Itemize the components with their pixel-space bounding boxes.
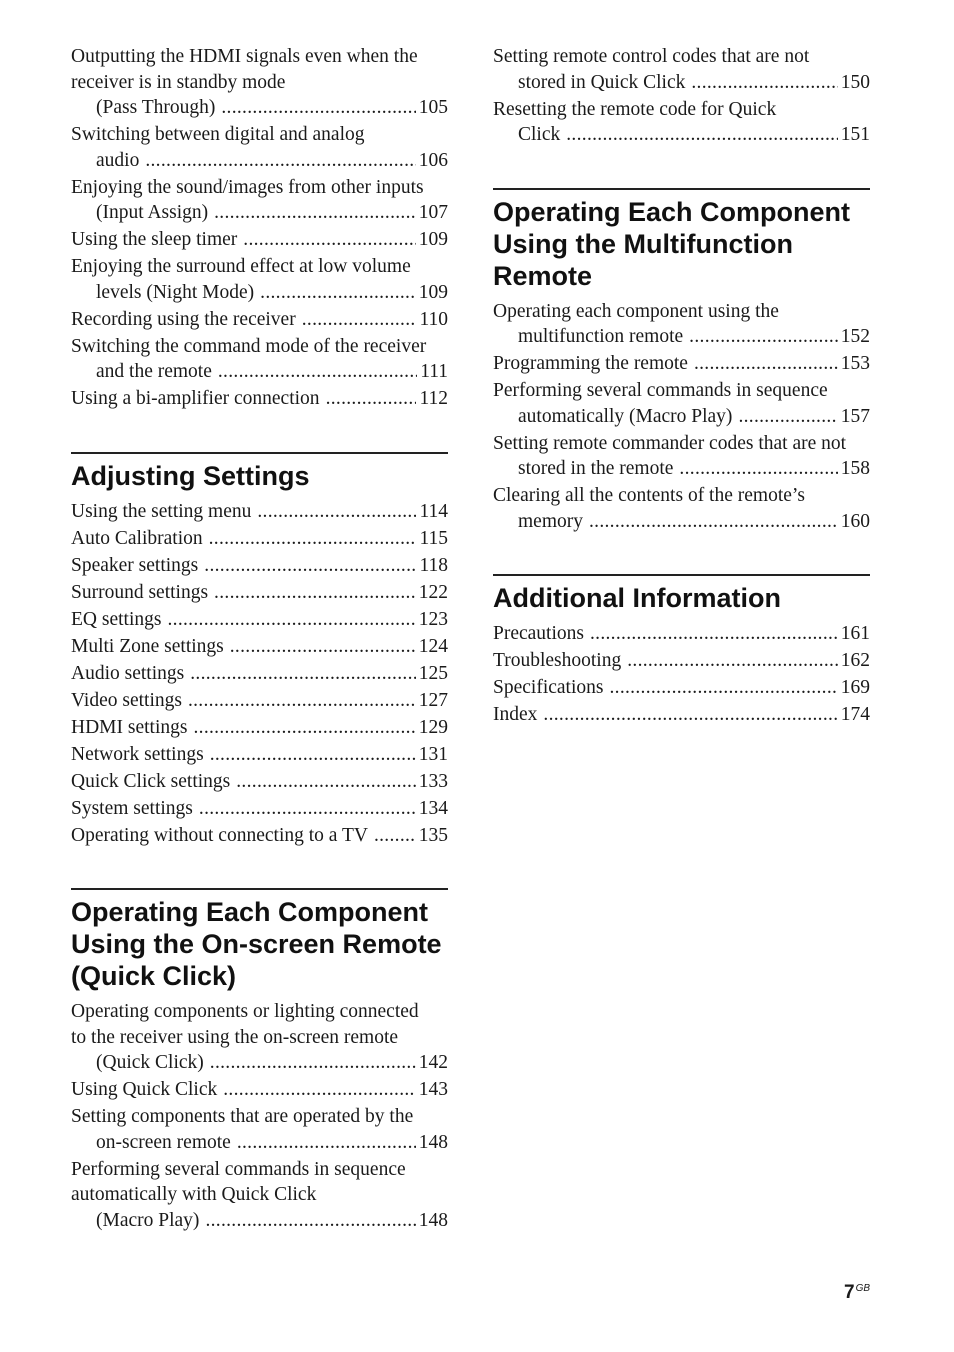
toc-entry-line: Performing several commands in sequence <box>493 380 828 401</box>
toc-entry-text: levels (Night Mode) <box>96 281 255 303</box>
toc-entry-last-line <box>71 742 448 768</box>
toc-entry[interactable] <box>71 661 448 687</box>
toc-page-number: 169 <box>840 677 870 698</box>
toc-entry-last-line <box>71 1208 448 1234</box>
toc-entry-line: Operating components or lighting connected <box>71 1001 419 1022</box>
dot-leader <box>205 1208 415 1234</box>
toc-entry-last-line <box>71 715 448 741</box>
toc-entry-last-line <box>493 456 870 482</box>
toc-entry-text: Precautions <box>493 623 584 644</box>
toc-column-right <box>493 44 870 729</box>
toc-page-number: 123 <box>418 608 448 630</box>
toc-entry-text: Using the sleep timer <box>71 229 238 250</box>
toc-entry[interactable] <box>71 769 448 795</box>
toc-entry-last-line <box>71 796 448 822</box>
toc-entry-last-line <box>71 1077 448 1103</box>
toc-entry-last-line <box>493 702 870 728</box>
section-rule <box>493 188 870 190</box>
toc-page-number: 153 <box>840 353 870 374</box>
toc-entry[interactable] <box>71 688 448 714</box>
toc-entry-text: Surround settings <box>71 581 209 603</box>
dot-leader <box>679 456 837 482</box>
toc-page-number: 157 <box>840 405 870 427</box>
dot-leader <box>188 688 416 714</box>
toc-entry-last-line <box>71 499 448 525</box>
toc-section <box>71 44 448 412</box>
toc-entry-text: HDMI settings <box>71 716 188 738</box>
toc-entry-line: Enjoying the surround effect at low volume <box>71 256 411 277</box>
dot-leader <box>237 1130 416 1156</box>
toc-page-number: 161 <box>840 623 870 644</box>
dot-leader <box>627 648 838 674</box>
toc-entry-text: (Input Assign) <box>96 202 209 223</box>
toc-entry-text: and the remote <box>96 361 212 382</box>
toc-page-number: 158 <box>840 458 870 479</box>
toc-entry[interactable] <box>71 553 448 579</box>
toc-entry[interactable] <box>493 351 870 377</box>
toc-page-number: 148 <box>418 1209 448 1231</box>
dot-leader <box>204 553 416 579</box>
toc-page-number: 174 <box>840 704 870 725</box>
toc-section <box>71 888 448 1233</box>
toc-page-number: 134 <box>418 797 448 819</box>
toc-entry[interactable] <box>493 299 870 350</box>
dot-leader <box>689 324 838 350</box>
toc-entry-last-line <box>71 200 448 226</box>
toc-entry-line: automatically with Quick Click <box>71 1184 317 1205</box>
toc-entry-last-line <box>493 509 870 535</box>
toc-entry[interactable] <box>71 1157 448 1234</box>
toc-entry-last-line <box>71 553 448 579</box>
dot-leader <box>214 580 416 606</box>
toc-page-number: 118 <box>419 554 448 576</box>
dot-leader <box>190 661 416 687</box>
page-number <box>844 1282 870 1304</box>
toc-page-number: 112 <box>419 388 448 409</box>
toc-section <box>71 452 448 849</box>
toc-page-number: 160 <box>840 510 870 532</box>
toc-entry-line: Operating each component using the <box>493 300 779 322</box>
toc-section <box>493 188 870 535</box>
toc-entry[interactable] <box>71 742 448 768</box>
toc-entry-text: audio <box>96 149 140 171</box>
toc-page-number: 131 <box>418 743 448 765</box>
toc-page-number: 142 <box>418 1052 448 1073</box>
toc-page-number: 125 <box>418 662 448 684</box>
toc-page-number: 114 <box>419 500 448 522</box>
dot-leader <box>302 307 417 333</box>
dot-leader <box>257 499 416 525</box>
toc-entry-last-line <box>71 227 448 253</box>
section-rule <box>71 888 448 890</box>
toc-entry-line: Switching the command mode of the receiver <box>71 335 427 357</box>
toc-entry[interactable] <box>493 431 870 482</box>
section-title: Additional Information <box>493 583 781 613</box>
toc-entry-last-line <box>493 648 870 674</box>
toc-entry[interactable] <box>71 796 448 822</box>
toc-page-number: 127 <box>418 689 448 711</box>
toc-entry-text: Using the setting menu <box>71 500 252 522</box>
dot-leader <box>243 227 415 253</box>
dot-leader <box>221 95 415 121</box>
toc-entry[interactable] <box>71 334 448 385</box>
toc-entry-text: Video settings <box>71 689 182 711</box>
toc-entry-text: (Quick Click) <box>96 1052 204 1073</box>
toc-entry-text: EQ settings <box>71 608 162 630</box>
toc-page-number: 107 <box>418 202 448 223</box>
toc-page-number: 124 <box>418 635 448 657</box>
toc-entry[interactable] <box>493 675 870 701</box>
toc-entry-last-line <box>71 280 448 306</box>
toc-entry-text: Auto Calibration <box>71 527 203 549</box>
toc-page-number: 151 <box>840 124 870 145</box>
toc-entry-text: Multi Zone settings <box>71 635 224 657</box>
toc-entry-last-line <box>71 95 448 121</box>
dot-leader <box>218 359 417 385</box>
toc-entry-text: Network settings <box>71 743 204 765</box>
toc-entry-last-line <box>71 148 448 174</box>
section-title: Operating Each Component Using the On-screen Remote (Quick Click) <box>71 897 442 991</box>
toc-entry[interactable] <box>493 483 870 534</box>
section-rule <box>493 574 870 576</box>
dot-leader <box>590 621 838 647</box>
dot-leader <box>145 148 415 174</box>
toc-entry-line: Setting remote control codes that are not <box>493 46 810 67</box>
toc-entry-line: Resetting the remote code for Quick <box>493 98 777 120</box>
toc-page-number: 148 <box>418 1131 448 1153</box>
toc-entry-text: stored in the remote <box>518 458 674 479</box>
toc-entry[interactable] <box>71 307 448 333</box>
toc-entry-last-line <box>493 324 870 350</box>
toc-entry-last-line <box>71 1050 448 1076</box>
dot-leader <box>199 796 416 822</box>
page-number-suffix: GB <box>855 1283 871 1294</box>
toc-entry-line: Outputting the HDMI signals even when the <box>71 46 418 67</box>
toc-entry-last-line <box>71 769 448 795</box>
toc-entry-line: Performing several commands in sequence <box>71 1158 406 1180</box>
toc-page-number: 109 <box>418 281 448 303</box>
toc-entry[interactable] <box>493 648 870 674</box>
toc-entry[interactable] <box>493 44 870 95</box>
toc-column-left <box>71 44 448 1235</box>
toc-entry[interactable] <box>71 44 448 121</box>
toc-entry-line: Clearing all the contents of the remote’s <box>493 485 805 506</box>
toc-entry[interactable] <box>71 607 448 633</box>
toc-entry[interactable] <box>71 386 448 412</box>
toc-entry-text: (Pass Through) <box>96 97 216 118</box>
toc-entry[interactable] <box>71 499 448 525</box>
toc-entry[interactable] <box>71 254 448 305</box>
toc-entry[interactable] <box>71 823 448 849</box>
toc-entry-text: Operating without connecting to a TV <box>71 824 368 846</box>
section-title: Operating Each Component Using the Multifunction Remote <box>493 196 851 291</box>
dot-leader <box>260 280 416 306</box>
page-number-value: 7 <box>844 1282 855 1303</box>
dot-leader <box>236 769 416 795</box>
toc-entry-text: Troubleshooting <box>493 650 622 671</box>
toc-section <box>493 574 870 728</box>
toc-entry-last-line <box>493 621 870 647</box>
toc-entry[interactable] <box>71 999 448 1076</box>
dot-leader <box>694 351 838 377</box>
toc-entry-text: Programming the remote <box>493 353 688 374</box>
toc-entry-text: Quick Click settings <box>71 770 231 792</box>
section-rule <box>71 452 448 454</box>
dot-leader <box>609 675 837 701</box>
dot-leader <box>543 702 837 728</box>
toc-entry-line: Setting components that are operated by the <box>71 1106 414 1127</box>
toc-page-number: 129 <box>418 716 448 738</box>
toc-entry[interactable] <box>71 175 448 226</box>
dot-leader <box>210 742 416 768</box>
toc-entry-text: Index <box>493 704 538 725</box>
toc-page-number: 135 <box>418 824 448 846</box>
toc-entry-text: Using a bi-amplifier connection <box>71 388 320 409</box>
dot-leader <box>738 404 837 430</box>
dot-leader <box>210 1050 416 1076</box>
toc-section <box>493 44 870 148</box>
toc-entry-last-line <box>493 122 870 148</box>
toc-page-number: 152 <box>840 326 870 347</box>
section-title: Adjusting Settings <box>71 460 310 491</box>
toc-entry-line: to the receiver using the on-screen remote <box>71 1026 399 1048</box>
toc-entry[interactable] <box>71 526 448 552</box>
toc-page-number: 110 <box>419 308 448 330</box>
toc-entry[interactable] <box>493 378 870 429</box>
toc-entry[interactable] <box>71 227 448 253</box>
toc-entry[interactable] <box>71 122 448 173</box>
toc-entry[interactable] <box>71 634 448 660</box>
dot-leader <box>193 715 415 741</box>
toc-page-number: 111 <box>420 361 448 382</box>
toc-page-number: 133 <box>418 770 448 792</box>
toc-page-number: 143 <box>418 1079 448 1100</box>
dot-leader <box>374 823 416 849</box>
toc-page-number: 162 <box>840 650 870 671</box>
toc-page-number: 150 <box>840 71 870 93</box>
toc-entry-last-line <box>493 70 870 96</box>
toc-entry[interactable] <box>493 621 870 647</box>
dot-leader <box>167 607 415 633</box>
toc-entry-text: Recording using the receiver <box>71 308 296 330</box>
toc-entry-text: (Macro Play) <box>96 1209 200 1231</box>
toc-entry-last-line <box>71 823 448 849</box>
toc-entry-last-line <box>493 675 870 701</box>
toc-entry-last-line <box>71 307 448 333</box>
dot-leader <box>589 509 838 535</box>
toc-entry-last-line <box>71 526 448 552</box>
toc-entry-last-line <box>71 607 448 633</box>
toc-entry-text: System settings <box>71 797 193 819</box>
toc-entry[interactable] <box>71 580 448 606</box>
toc-entry-text: stored in Quick Click <box>518 71 686 93</box>
toc-entry[interactable] <box>493 702 870 728</box>
dot-leader <box>566 122 838 148</box>
toc-entry-text: Click <box>518 124 561 145</box>
toc-entry-text: Specifications <box>493 677 604 698</box>
toc-entry[interactable] <box>71 1104 448 1155</box>
dot-leader <box>230 634 416 660</box>
toc-entry-text: Using Quick Click <box>71 1079 218 1100</box>
toc-entry-last-line <box>71 580 448 606</box>
toc-entry-line: Setting remote commander codes that are not <box>493 432 847 454</box>
toc-entry-text: memory <box>518 510 583 532</box>
toc-entry-last-line <box>493 404 870 430</box>
toc-entry-text: on-screen remote <box>96 1131 231 1153</box>
toc-page-number: 106 <box>418 149 448 171</box>
toc-page-number: 122 <box>418 581 448 603</box>
toc-entry-line: Enjoying the sound/images from other inputs <box>71 176 424 198</box>
toc-page-number: 105 <box>418 97 448 118</box>
toc-entry-last-line <box>71 661 448 687</box>
toc-entry-line: receiver is in standby mode <box>71 71 286 93</box>
toc-entry-text: automatically (Macro Play) <box>518 405 733 427</box>
toc-entry-text: Audio settings <box>71 662 185 684</box>
dot-leader <box>209 526 417 552</box>
toc-entry[interactable] <box>493 97 870 148</box>
dot-leader <box>326 386 417 412</box>
toc-entry-last-line <box>71 688 448 714</box>
toc-page-number: 109 <box>418 229 448 250</box>
toc-entry-last-line <box>71 386 448 412</box>
toc-entry-last-line <box>493 351 870 377</box>
toc-entry-text: Speaker settings <box>71 554 199 576</box>
dot-leader <box>691 70 837 96</box>
toc-entry-text: multifunction remote <box>518 326 684 347</box>
toc-entry[interactable] <box>71 715 448 741</box>
toc-entry-last-line <box>71 634 448 660</box>
toc-page-number: 115 <box>419 527 448 549</box>
dot-leader <box>214 200 416 226</box>
toc-entry-line: Switching between digital and analog <box>71 124 365 145</box>
toc-entry[interactable] <box>71 1077 448 1103</box>
toc-entry-last-line <box>71 359 448 385</box>
dot-leader <box>223 1077 416 1103</box>
toc-entry-last-line <box>71 1130 448 1156</box>
